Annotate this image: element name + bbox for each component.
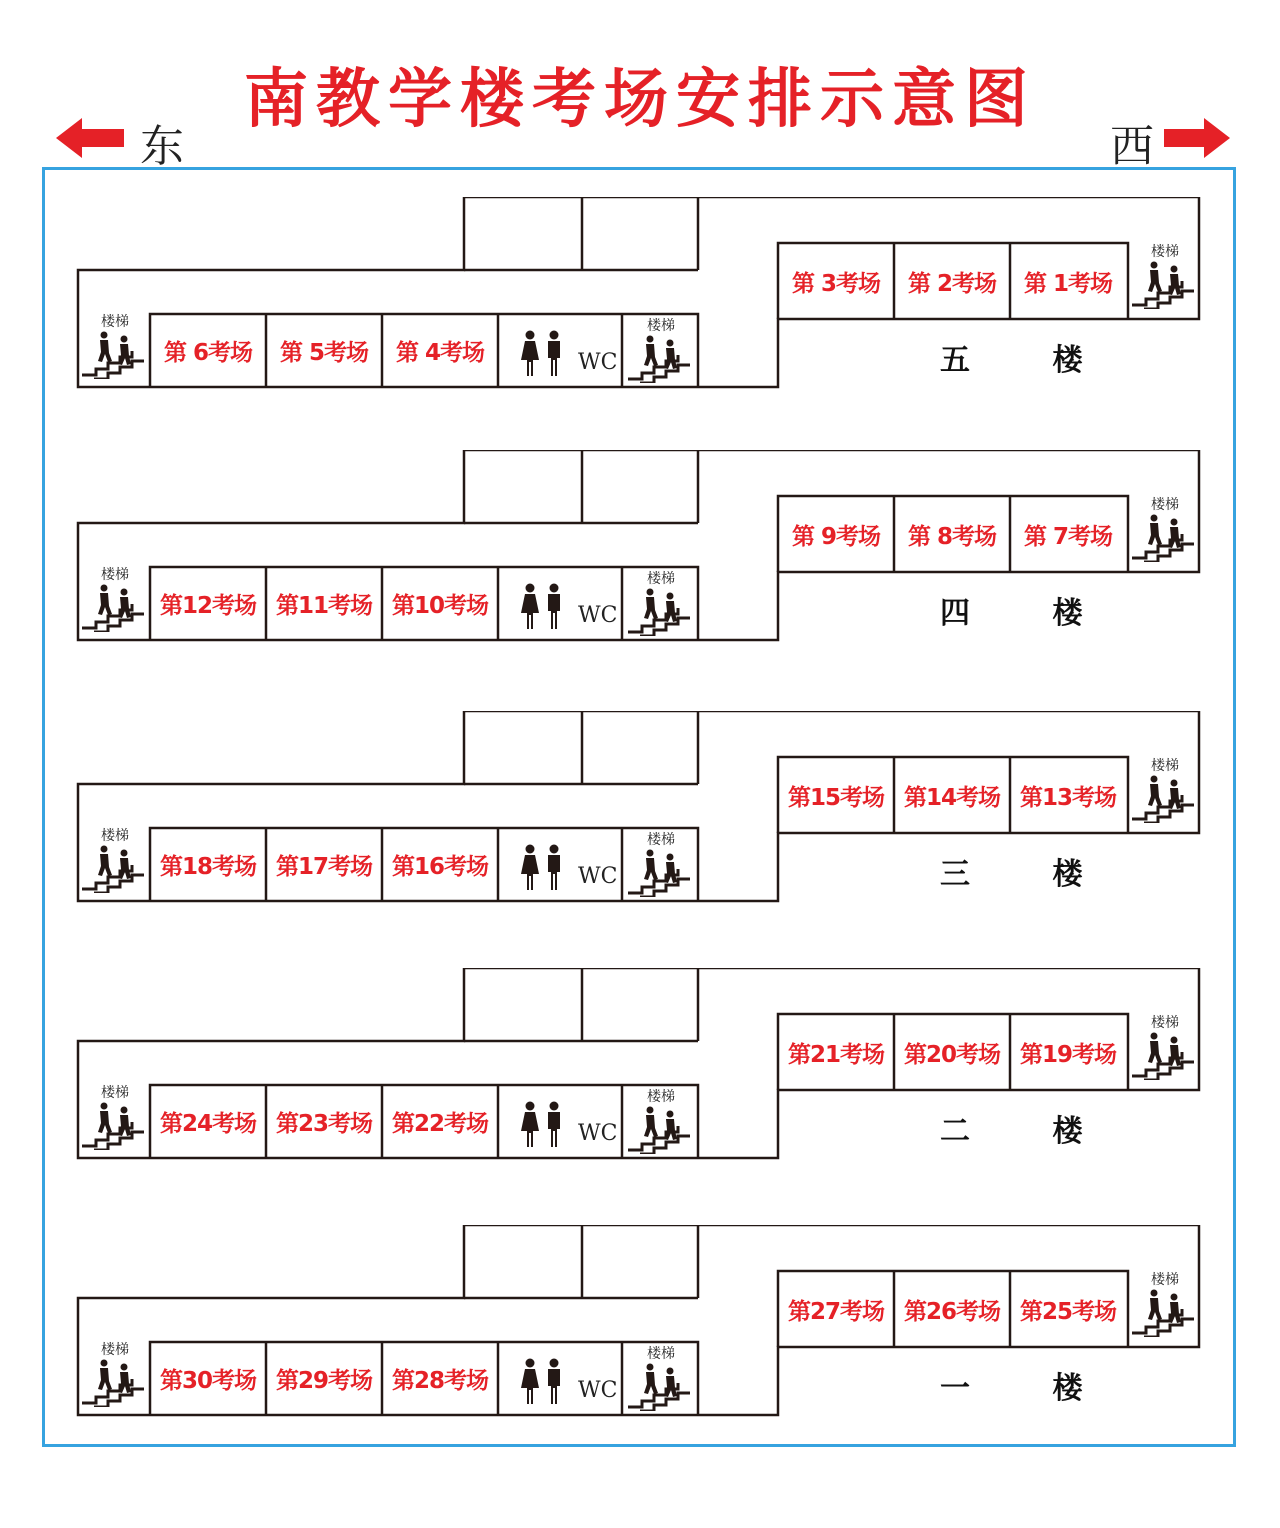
- stairs-label: 楼梯: [101, 1085, 129, 1101]
- stairs-icon: [1130, 755, 1200, 825]
- east-arrow-icon: [56, 118, 124, 158]
- exam-room: 第28考场: [391, 1368, 488, 1394]
- stairs-icon: [626, 1086, 696, 1156]
- stairs-icon: [1130, 241, 1200, 311]
- restroom-icon: [500, 1087, 622, 1157]
- stairs-label: 楼梯: [647, 1346, 675, 1362]
- stairs-label: 楼梯: [1151, 758, 1179, 774]
- stairs-label: 楼梯: [647, 1089, 675, 1105]
- stairs-icon: [80, 311, 150, 381]
- exam-room: 第24考场: [159, 1111, 256, 1137]
- wc-label: WC: [578, 1121, 618, 1146]
- wc-label: WC: [578, 1378, 618, 1403]
- stairs-label: 楼梯: [101, 314, 129, 330]
- exam-room: 第17考场: [275, 854, 372, 880]
- exam-room: 第23考场: [275, 1111, 372, 1137]
- stairs-label: 楼梯: [101, 828, 129, 844]
- exam-room: 第29考场: [275, 1368, 372, 1394]
- exam-room: 第 5考场: [279, 340, 368, 366]
- stairs-icon: [1130, 1012, 1200, 1082]
- floor-section: [0, 968, 1280, 1168]
- exam-room: 第16考场: [391, 854, 488, 880]
- floor-label: 三 楼: [940, 857, 1119, 892]
- floor-label: 四 楼: [940, 596, 1119, 631]
- stairs-label: 楼梯: [1151, 1272, 1179, 1288]
- west-label: 西: [1110, 121, 1154, 172]
- stairs-label: 楼梯: [647, 571, 675, 587]
- exam-room: 第 7考场: [1023, 523, 1112, 550]
- floor-section: [0, 711, 1280, 911]
- stairs-icon: [80, 825, 150, 895]
- restroom-icon: [500, 830, 622, 900]
- exam-room: 第26考场: [903, 1298, 1000, 1325]
- stairs-icon: [626, 315, 696, 385]
- floor-label: 二 楼: [940, 1114, 1119, 1149]
- wc-label: WC: [578, 603, 618, 628]
- stairs-label: 楼梯: [101, 567, 129, 583]
- stairs-icon: [80, 1339, 150, 1409]
- exam-room: 第19考场: [1019, 1041, 1116, 1068]
- exam-room: 第13考场: [1019, 784, 1116, 811]
- exam-room: 第11考场: [275, 593, 372, 619]
- stairs-icon: [80, 564, 150, 634]
- stairs-label: 楼梯: [647, 318, 675, 334]
- exam-room: 第12考场: [159, 593, 256, 619]
- exam-room: 第15考场: [787, 784, 884, 811]
- exam-room: 第22考场: [391, 1111, 488, 1137]
- stairs-icon: [626, 568, 696, 638]
- restroom-icon: [500, 1344, 622, 1414]
- exam-room: 第 8考场: [907, 523, 996, 550]
- exam-room: 第25考场: [1019, 1298, 1116, 1325]
- exam-room: 第27考场: [787, 1298, 884, 1325]
- restroom-icon: [500, 569, 622, 639]
- stairs-label: 楼梯: [101, 1342, 129, 1358]
- exam-room: 第 1考场: [1023, 270, 1112, 297]
- exam-room: 第20考场: [903, 1041, 1000, 1068]
- stairs-label: 楼梯: [647, 832, 675, 848]
- floor-section: [0, 1225, 1280, 1425]
- exam-room: 第 3考场: [791, 270, 880, 297]
- exam-room: 第 4考场: [395, 340, 484, 366]
- exam-room: 第18考场: [159, 854, 256, 880]
- floor-section: [0, 197, 1280, 397]
- exam-room: 第 6考场: [163, 340, 252, 366]
- restroom-icon: [500, 316, 622, 386]
- wc-label: WC: [578, 350, 618, 375]
- exam-room: 第30考场: [159, 1368, 256, 1394]
- stairs-icon: [626, 1343, 696, 1413]
- stairs-label: 楼梯: [1151, 244, 1179, 260]
- floor-section: [0, 450, 1280, 650]
- stairs-icon: [80, 1082, 150, 1152]
- wc-label: WC: [578, 864, 618, 889]
- exam-room: 第10考场: [391, 593, 488, 619]
- floor-label: 五 楼: [940, 343, 1119, 378]
- exam-room: 第21考场: [787, 1041, 884, 1068]
- west-arrow-icon: [1164, 118, 1230, 158]
- east-label: 东: [140, 121, 184, 172]
- exam-room: 第14考场: [903, 784, 1000, 811]
- floor-label: 一 楼: [940, 1371, 1119, 1406]
- stairs-label: 楼梯: [1151, 497, 1179, 513]
- stairs-icon: [1130, 494, 1200, 564]
- stairs-label: 楼梯: [1151, 1015, 1179, 1031]
- stairs-icon: [626, 829, 696, 899]
- exam-room: 第 9考场: [791, 523, 880, 550]
- stairs-icon: [1130, 1269, 1200, 1339]
- page-title: 南教学楼考场安排示意图: [244, 63, 1036, 137]
- exam-room: 第 2考场: [907, 270, 996, 297]
